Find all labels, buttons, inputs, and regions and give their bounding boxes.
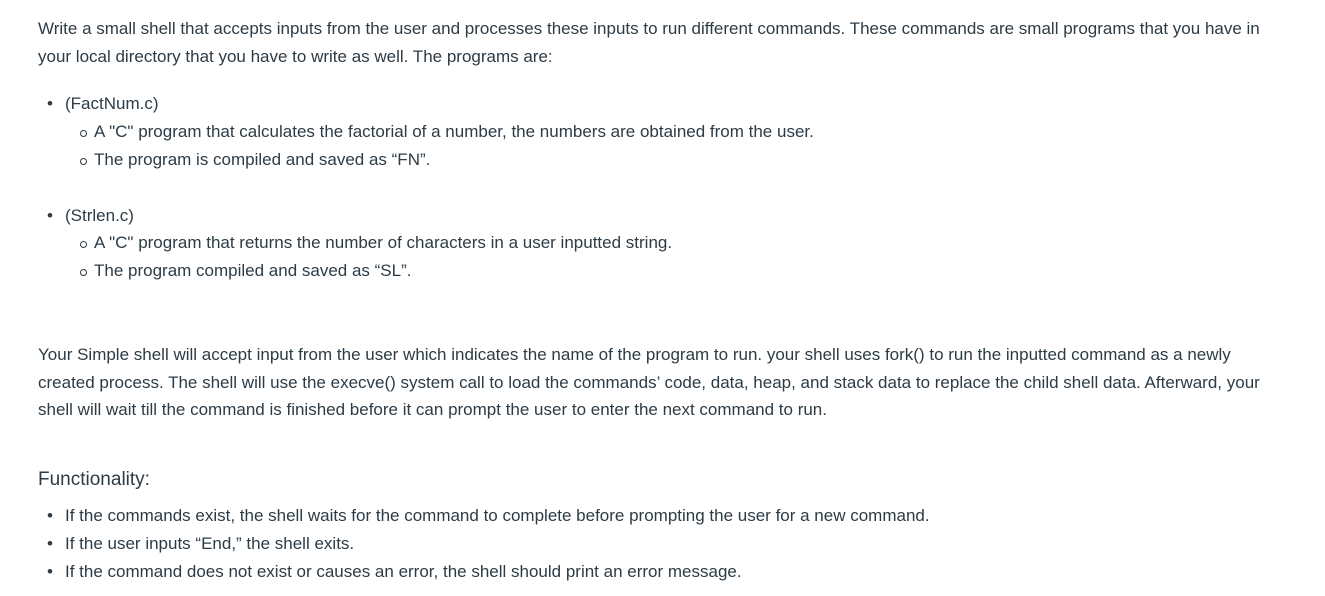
functionality-list (38, 502, 1278, 586)
program-detail: A "C" program that returns the number of characters in a user inputted string. (65, 229, 1278, 257)
program-details (65, 118, 1278, 174)
assignment-content (38, 15, 1278, 586)
functionality-item: • If the user inputs “End,” the shell exits. (38, 530, 1278, 558)
functionality-item: • If the commands exist, the shell waits for the command to complete before prompting the user for a new command. (38, 502, 1278, 530)
functionality-heading: Functionality: (38, 468, 150, 490)
program-name: (Strlen.c) (65, 205, 134, 225)
description-paragraph: Your Simple shell will accept input from the user which indicates the name of the program to run. your shell uses fork() to run the inputted command as a newly created process. The shell will use the execve() system call to load the commands’ code, data, heap, and stack data to replace the child shell data. Afterward, your shell will wait till the command is finished before it can prompt the user to enter the next command to run. (38, 345, 1260, 419)
program-detail: The program compiled and saved as “SL”. (65, 257, 1278, 285)
program-item-strlen (38, 202, 1278, 286)
program-item-factnum (38, 90, 1278, 174)
program-list (38, 90, 1278, 285)
intro-paragraph: Write a small shell that accepts inputs from the user and processes these inputs to run different commands. These commands are small programs that you have in your local directory that you have to write as well. The programs are: (38, 19, 1260, 66)
program-name: (FactNum.c) (65, 94, 159, 113)
functionality-item: • If the command does not exist or causes an error, the shell should print an error message. (38, 558, 1278, 586)
program-detail: A "C" program that calculates the factorial of a number, the numbers are obtained from the user. (65, 118, 1278, 146)
program-detail: The program is compiled and saved as “FN”. (65, 146, 1278, 174)
program-details (65, 229, 1278, 285)
